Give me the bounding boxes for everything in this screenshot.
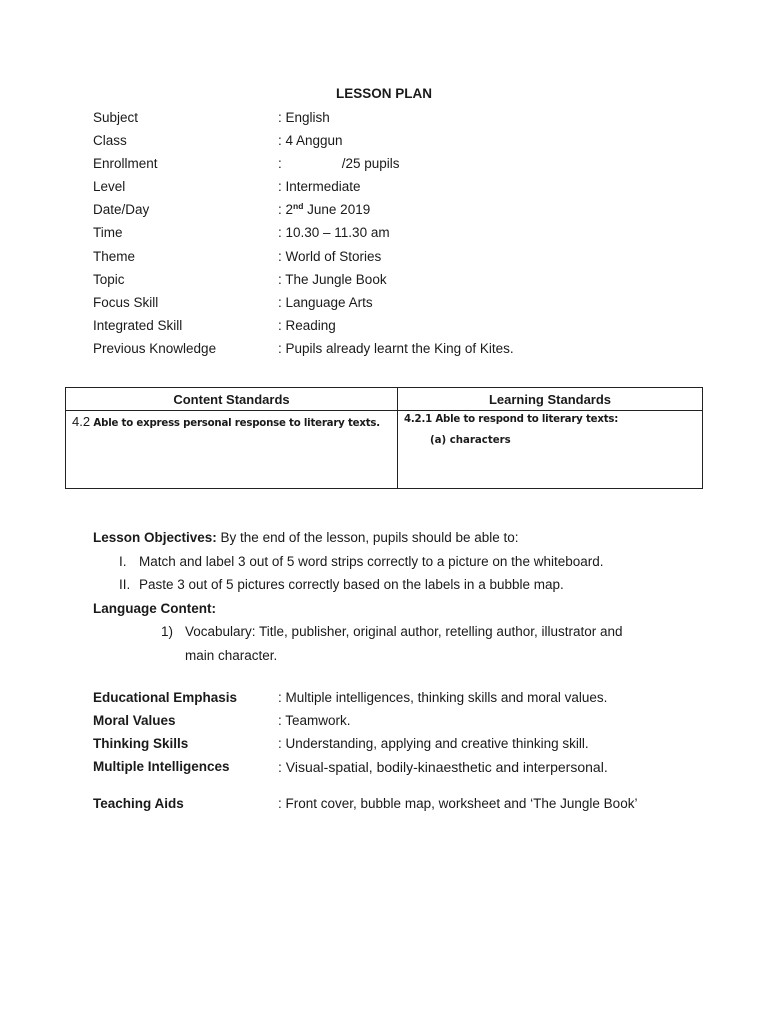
teaching-aids-row — [93, 795, 637, 813]
info-row-focus-skill — [93, 294, 514, 317]
emphasis-value: : Visual-spatial, bodily-kinaesthetic and interpersonal. — [278, 759, 608, 775]
info-row-subject — [93, 109, 514, 132]
language-content-text: Vocabulary: Title, publisher, original author, retelling author, illustrator and — [185, 624, 623, 639]
info-value: : English — [278, 110, 330, 125]
info-value: : 4 Anggun — [278, 133, 343, 149]
emphasis-value: : Understanding, applying and creative thinking skill. — [278, 736, 589, 751]
language-content-label: Language Content: — [93, 600, 216, 616]
learning-standard-cell — [398, 411, 703, 489]
emphasis-label: Thinking Skills — [93, 736, 189, 751]
info-label: Theme — [93, 248, 136, 264]
standards-body-row — [66, 411, 703, 489]
info-label: Level — [93, 179, 126, 195]
content-standards-header: Content Standards — [66, 388, 398, 411]
emphasis-label: Educational Emphasis — [93, 690, 238, 705]
teaching-aids-label: Teaching Aids — [93, 796, 184, 811]
language-content-continuation: main character. — [185, 647, 278, 663]
info-value: : 10.30 – 11.30 am — [278, 225, 390, 241]
info-row-integrated-skill — [93, 317, 514, 340]
language-content-number: 1) — [161, 624, 174, 639]
emphasis-label: Moral Values — [93, 713, 176, 728]
learning-standards-header: Learning Standards — [398, 388, 703, 411]
emphasis-row — [93, 735, 608, 758]
teaching-aids-value: : Front cover, bubble map, worksheet and ‘The Jungle Book’ — [278, 796, 638, 811]
content-standard-code: 4.2 — [72, 414, 91, 429]
emphasis-value: : Multiple intelligences, thinking skills and moral values. — [278, 690, 608, 705]
objective-text: Paste 3 out of 5 pictures correctly based on the labels in a bubble map. — [139, 577, 564, 592]
info-row-previous-knowledge — [93, 340, 514, 363]
content-standard-cell — [66, 411, 398, 489]
info-label: Previous Knowledge — [93, 340, 217, 356]
emphasis-row — [93, 758, 608, 781]
emphasis-row — [93, 712, 608, 735]
emphasis-section — [93, 689, 608, 781]
info-label: Integrated Skill — [93, 317, 183, 333]
info-value: : Pupils already learnt the King of Kites. — [278, 340, 514, 356]
date-day: : 2 — [278, 202, 294, 218]
objectives-label: Lesson Objectives: — [93, 530, 217, 545]
objectives-intro: By the end of the lesson, pupils should be able to: — [216, 530, 519, 545]
info-value: : Intermediate — [278, 179, 361, 195]
standards-header-row — [66, 388, 703, 411]
info-label: Focus Skill — [93, 294, 159, 310]
emphasis-label: Multiple Intelligences — [93, 759, 230, 774]
objective-numeral: II. — [119, 577, 131, 592]
objective-number — [93, 576, 139, 594]
objective-item — [93, 553, 713, 577]
info-value-prefix: : — [278, 156, 282, 172]
info-row-time — [93, 224, 514, 247]
info-row-topic — [93, 271, 514, 294]
emphasis-row — [93, 689, 608, 712]
info-value — [278, 201, 370, 224]
objective-numeral: I. — [119, 553, 127, 569]
info-label: Time — [93, 225, 123, 241]
date-suffix: nd — [293, 201, 304, 212]
info-row-theme — [93, 248, 514, 271]
date-month-year: June 2019 — [303, 202, 371, 218]
objectives-heading — [93, 529, 713, 553]
info-row-level — [93, 178, 514, 201]
learning-standard-subitem: (a) characters — [430, 435, 511, 446]
info-row-enrollment — [93, 155, 514, 178]
enrollment-count: /25 pupils — [341, 156, 400, 172]
language-content-item — [93, 623, 713, 647]
standards-table — [65, 387, 703, 489]
info-label: Enrollment — [93, 156, 158, 172]
content-standard-text: Able to express personal response to literary texts. — [90, 418, 380, 429]
objective-item — [93, 576, 713, 600]
objective-text: Match and label 3 out of 5 word strips correctly to a picture on the whiteboard. — [139, 553, 604, 569]
info-value: : Reading — [278, 317, 336, 333]
info-value: : Language Arts — [278, 294, 373, 310]
info-value: : The Jungle Book — [278, 271, 387, 287]
objective-number — [93, 553, 139, 571]
language-content-heading — [93, 600, 713, 624]
info-label: Topic — [93, 271, 125, 287]
learning-standard-text: 4.2.1 Able to respond to literary texts: — [404, 414, 619, 425]
page-title: LESSON PLAN — [335, 86, 432, 101]
lesson-info — [93, 109, 514, 363]
info-value — [278, 155, 400, 178]
info-label: Date/Day — [93, 202, 150, 218]
info-label: Subject — [93, 110, 139, 125]
info-label: Class — [93, 133, 127, 149]
lesson-objectives-section — [93, 529, 713, 670]
info-row-date — [93, 201, 514, 224]
info-row-class — [93, 132, 514, 155]
info-value: : World of Stories — [278, 248, 382, 264]
emphasis-value: : Teamwork. — [278, 713, 351, 728]
